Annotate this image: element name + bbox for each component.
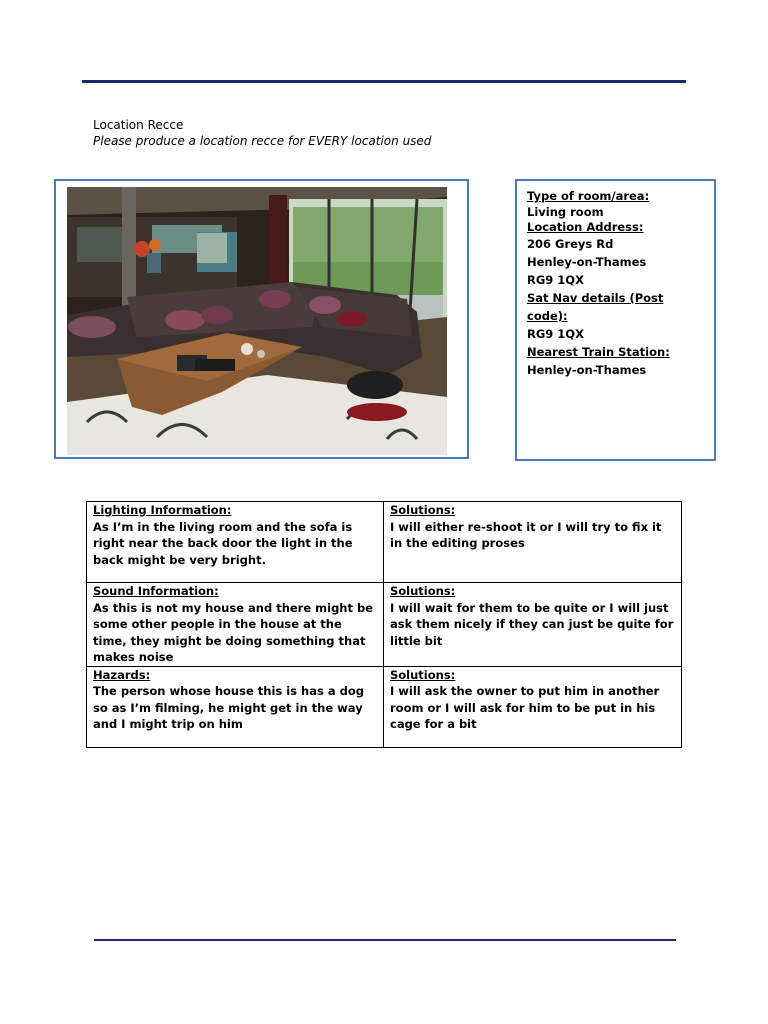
living-room-photo-image <box>67 187 447 455</box>
lighting-solution-cell <box>384 502 682 583</box>
room-type-value: Living room <box>527 205 604 219</box>
sound-info-text: As this is not my house and there might be some other people in the house at the time, they might be doing something that makes noise <box>93 600 374 664</box>
hazards-solution-text: I will ask the owner to put him in another room or I will ask for him to be put in his cage for a bit <box>390 684 660 731</box>
photo-frame <box>54 179 469 459</box>
address-label: Location Address: <box>527 220 644 234</box>
room-type-label: Type of room/area: <box>527 189 650 203</box>
satnav-label: Sat Nav details (Post code): <box>527 291 664 323</box>
location-info-box <box>515 179 716 461</box>
address-line-3: RG9 1QX <box>527 273 584 287</box>
hazards-solution-cell <box>384 666 682 747</box>
satnav-value: RG9 1QX <box>527 327 584 341</box>
lighting-info-title: Lighting Information: <box>93 503 232 517</box>
hazards-title: Hazards: <box>93 667 151 682</box>
table-row-lighting <box>87 502 682 583</box>
lighting-info-cell <box>87 502 384 583</box>
page-subtitle: Please produce a location recce for EVERY location used <box>93 134 432 148</box>
sound-solution-title: Solutions: <box>390 584 456 598</box>
address-line-1: 206 Greys Rd <box>527 237 614 251</box>
hazards-text: The person whose house this is has a dog so as I’m filming, he might get in the way and I might trip on him <box>93 684 364 731</box>
sound-solution-cell <box>384 583 682 667</box>
footer-rule <box>94 939 676 941</box>
address-line-2: Henley-on-Thames <box>527 255 647 269</box>
table-row-sound <box>87 583 682 667</box>
lighting-info-text: As I’m in the living room and the sofa is right near the back door the light in the back might be very bright. <box>93 519 353 567</box>
hazards-cell <box>87 666 384 747</box>
sound-info-title: Sound Information: <box>93 584 219 598</box>
lighting-solution-text: I will either re-shoot it or I will try to fix it in the editing proses <box>390 519 662 550</box>
page-title: Location Recce <box>93 118 184 132</box>
train-station-value: Henley-on-Thames <box>527 363 647 377</box>
sound-solution-text: I will wait for them to be quite or I will just ask them nicely if they can just be quite for little bit <box>390 600 674 648</box>
table-row-hazards <box>87 666 682 747</box>
hazards-solution-title: Solutions: <box>390 667 456 682</box>
train-station-label: Nearest Train Station: <box>527 345 670 359</box>
living-room-photo <box>67 187 447 455</box>
lighting-solution-title: Solutions: <box>390 503 456 517</box>
recce-table <box>86 501 682 748</box>
sound-info-cell <box>87 583 384 667</box>
header-rule <box>82 80 686 83</box>
document-heading <box>93 117 431 149</box>
